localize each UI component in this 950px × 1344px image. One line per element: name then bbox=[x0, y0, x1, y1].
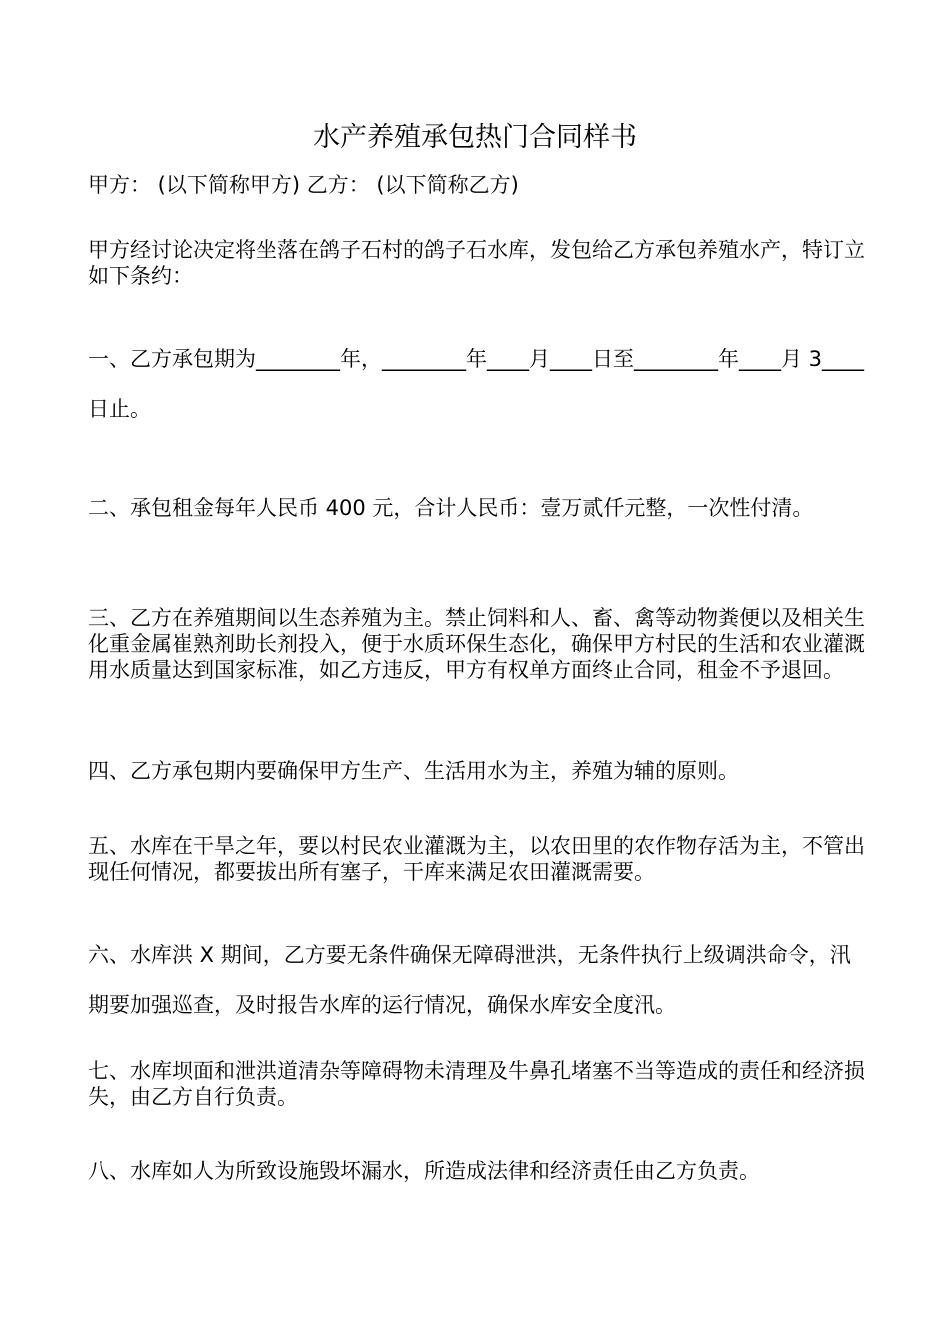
parties-line: 甲方： (以下简称甲方) 乙方： (以下简称乙方) bbox=[88, 173, 519, 197]
clause-6: 六、水库洪 X 期间，乙方要无条件确保无障碍泄洪，无条件执行上级调洪命令，汛期要加强巡查，及时报告水库的运行情况，确保水库安全度汛。 bbox=[88, 943, 851, 1017]
clause-7: 七、水库坝面和泄洪道清杂等障碍物未清理及牛鼻孔堵塞不当等造成的责任和经济损失，由乙方自行负责。 bbox=[88, 1059, 865, 1109]
clause-4: 四、乙方承包期内要确保甲方生产、生活用水为主，养殖为辅的原则。 bbox=[88, 759, 739, 783]
clause-3: 三、乙方在养殖期间以生态养殖为主。禁止饲料和人、畜、禽等动物粪便以及相关生化重金属崔熟剂助长剂投入，便于水质环保生态化，确保甲方村民的生活和农业灌溉用水质量达到国家标准，如乙方违反，甲方有权单方面终止合同，租金不予退回。 bbox=[88, 606, 865, 682]
clause-1: 一、乙方承包期为________年，________年____月____日至________年____月 3____日止。 bbox=[88, 347, 865, 421]
intro-paragraph: 甲方经讨论决定将坐落在鸽子石村的鸽子石水库，发包给乙方承包养殖水产，特订立如下条约： bbox=[88, 238, 865, 288]
clause-2: 二、承包租金每年人民币 400 元，合计人民币：壹万贰仟元整，一次性付清。 bbox=[88, 496, 814, 520]
clause-5: 五、水库在干旱之年，要以村民农业灌溉为主，以农田里的农作物存活为主，不管出现任何情况，都要拔出所有塞子，干库来满足农田灌溉需要。 bbox=[88, 834, 865, 884]
clause-8: 八、水库如人为所致设施毁坏漏水，所造成法律和经济责任由乙方负责。 bbox=[88, 1159, 760, 1183]
document-title: 水产养殖承包热门合同样书 bbox=[313, 122, 637, 153]
